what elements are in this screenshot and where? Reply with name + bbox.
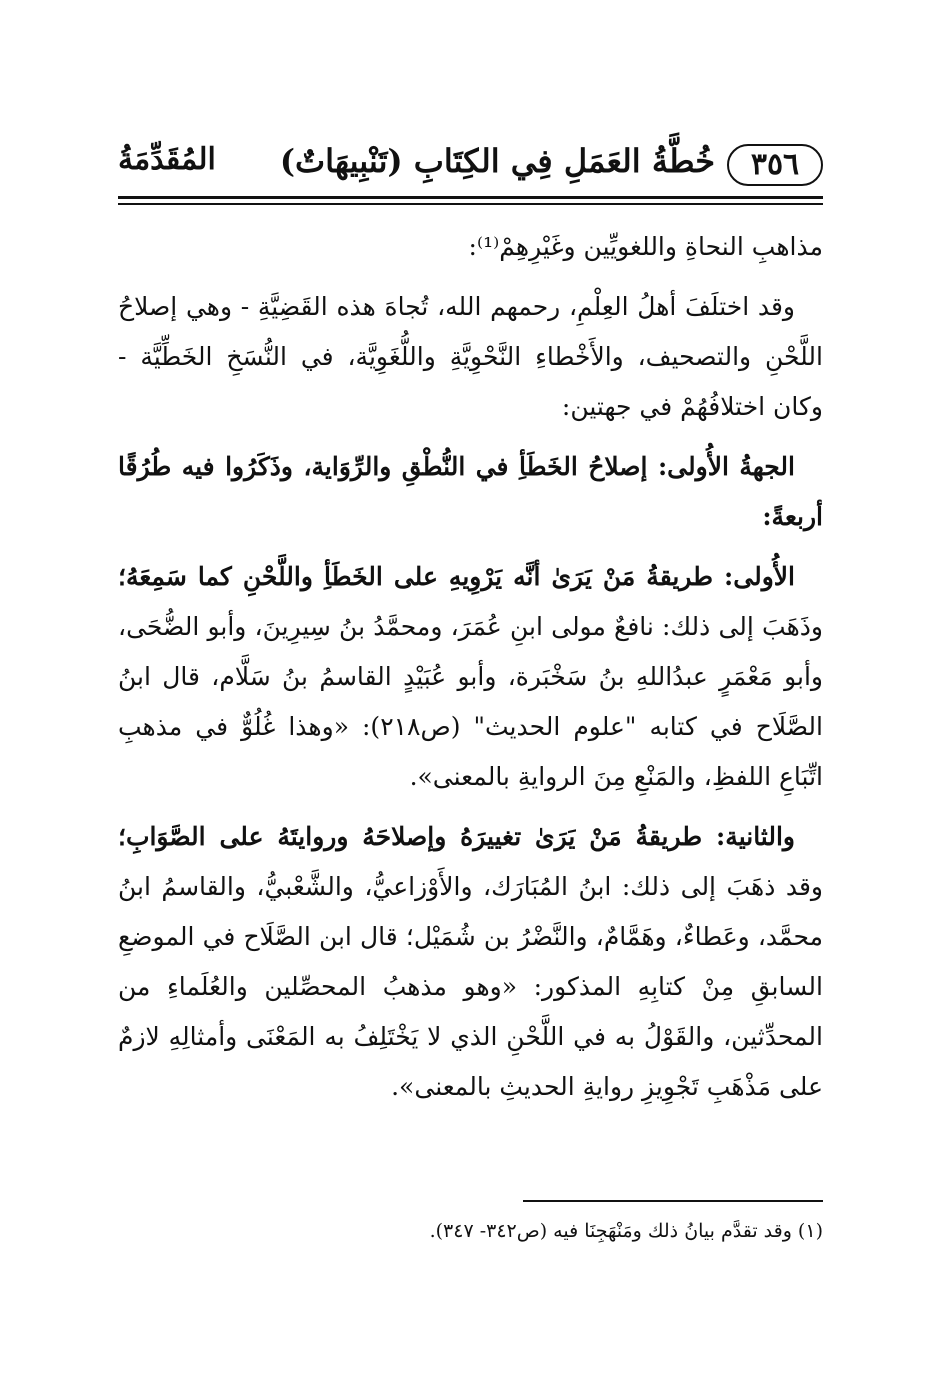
paragraph-1: مذاهبِ النحاةِ واللغويِّين وغَيْرِهِمْ⁽¹⁾: [468,232,823,261]
body-text [118,222,823,1122]
paragraph-4 [118,552,823,802]
footnote: (١) وقد تقدَّم بيانُ ذلك ومَنْهَجِنَا فيه (ص٣٤٢- ٣٤٧). [429,1220,823,1242]
footnote-rule [523,1200,823,1202]
paragraph-2: وقد اختلَفَ أهلُ العِلْمِ، رحمهم الله، تُجاهَ هذه القَضِيَّةِ - وهي إصلاحُ اللَّحْنِ والتصحيف، والأَخْطاءِ النَّحْوِيَّةِ واللُّغَوِيَّة، في النُّسَخِ الخَطِّيَّة - وكان اختلافُهُمْ في جهتين: [118,292,823,421]
page-header [118,140,823,192]
paragraph-5-heading: والثانية: طريقةُ مَنْ يَرَىٰ تغييرَهُ وإصلاحَهُ وروايتَهُ على الصَّوَابِ؛ [118,822,795,851]
page-number: ٣٥٦ [727,144,823,186]
chapter-title: خُطَّةُ العَمَلِ فِي الكِتَابِ (تَنْبِيهَاتٌ) [279,142,715,180]
header-rule-thick [118,196,823,199]
section-title: المُقَدِّمَةُ [118,142,216,177]
paragraph-3: الجهةُ الأُولى: إصلاحُ الخَطَأِ في النُّطْقِ والرِّوَاية، وذَكَرُوا فيه طُرُقًا أربعةً: [118,452,823,531]
paragraph-4-heading: الأُولى: طريقةُ مَنْ يَرَىٰ أنَّه يَرْوِيهِ على الخَطَأِ واللَّحْنِ كما سَمِعَهُ؛ [118,562,795,591]
header-rule-thin [118,203,823,205]
paragraph-5 [118,812,823,1112]
paragraph-5-body: وقد ذهَبَ إلى ذلك: ابنُ المُبَارَك، والأَوْزاعيُّ، والشَّعْبيُّ، والقاسمُ ابنُ محمَّد، وعَطاءٌ، وهَمَّامٌ، والنَّضْرُ بن شُمَيْل؛ قال ابن الصَّلَاح في الموضعِ السابقِ مِنْ كتابِهِ المذكور: «وهو مذهبُ المحصِّلين والعُلَماءِ من المحدِّثين، والقَوْلُ به في اللَّحْنِ الذي لا يَخْتَلِفُ به المَعْنَى وأمثالِهِ لازمٌ على مَذْهَبِ تَجْوِيزِ روايةِ الحديثِ بالمعنى». [118,872,823,1101]
paragraph-4-body: وذَهَبَ إلى ذلك: نافعٌ مولى ابنِ عُمَرَ، ومحمَّدُ بنُ سِيرِينَ، وأبو الضُّحَى، وأبو مَعْمَرٍ عبدُاللهِ بنُ سَخْبَرة، وأبو عُبَيْدٍ القاسمُ بنُ سَلَّام، قال ابنُ الصَّلَاح في كتابه "علوم الحديث" (ص٢١٨): «وهذا غُلُوٌّ في مذهبِ اتِّبَاعِ اللفظِ، والمَنْعِ مِنَ الروايةِ بالمعنى». [118,612,823,791]
